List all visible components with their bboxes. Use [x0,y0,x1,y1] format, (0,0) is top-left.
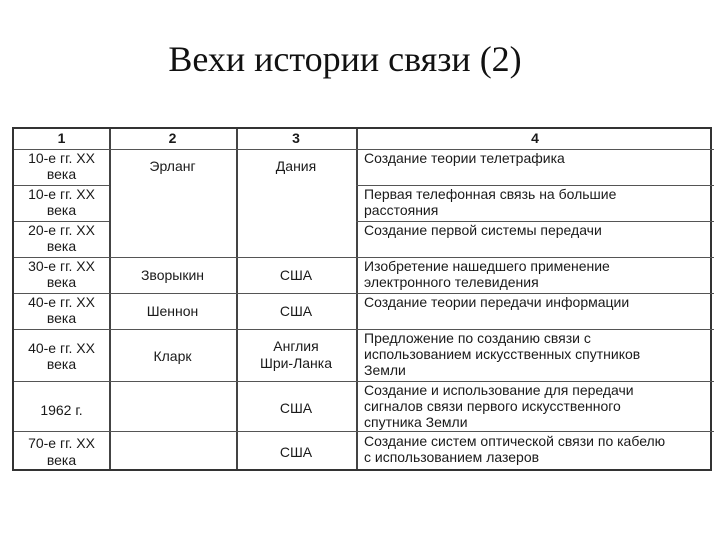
period-cell: века [46,310,77,326]
column-header: 1 [57,130,66,146]
event-cell: Изобретение нашедшего применение [364,258,610,274]
event-cell: сигналов связи первого искусственного [364,398,621,414]
event-cell: Создание теории передачи информации [364,294,630,310]
row-divider [109,149,356,150]
event-cell: Создание систем оптической связи по кабелю [364,433,666,449]
row-divider [14,431,109,432]
event-cell: электронного телевидения [364,274,539,290]
person-cell: Шеннон [146,303,199,319]
period-cell: 30-е гг. XX [28,258,95,274]
column-divider [356,129,358,469]
row-divider [109,257,356,258]
event-cell: использованием искусственных спутников [364,346,641,362]
row-divider [109,293,356,294]
period-cell: века [46,452,77,468]
country-cell: США [279,303,313,319]
column-header: 4 [531,130,539,146]
row-divider [14,329,109,330]
row-divider [356,431,714,432]
period-cell: века [46,238,77,254]
row-divider [109,329,356,330]
country-cell: США [279,444,313,460]
event-cell: Создание первой системы передачи [364,222,602,238]
row-divider [109,381,356,382]
event-cell: спутника Земли [364,414,468,430]
period-cell: 40-е гг. XX [28,294,95,310]
event-cell: Предложение по созданию связи с [364,330,591,346]
country-cell: Дания [275,158,317,174]
person-cell: Кларк [153,348,192,364]
period-cell: 1962 г. [40,402,83,418]
period-cell: 40-е гг. XX [28,340,95,356]
person-cell: Эрланг [149,158,196,174]
country-cell: США [279,400,313,416]
event-cell: расстояния [364,202,439,218]
period-cell: века [46,274,77,290]
event-cell: Создание и использование для передачи [364,382,634,398]
period-cell: 10-е гг. XX [28,150,95,166]
column-divider [109,129,111,469]
country-cell: Шри-Ланка [259,355,333,371]
country-cell: Англия [273,338,319,354]
period-cell: века [46,166,77,182]
period-cell: 20-е гг. XX [28,222,95,238]
event-cell: Создание теории телетрафика [364,150,565,166]
row-divider [109,431,356,432]
person-cell: Зворыкин [140,267,205,283]
event-cell: Первая телефонная связь на большие [364,186,617,202]
slide-title: Вехи истории связи (2) [168,39,522,79]
column-header: 2 [168,130,177,146]
period-cell: 70-е гг. XX [28,435,95,451]
event-cell: с использованием лазеров [364,449,540,465]
milestones-table [12,127,712,471]
period-cell: века [46,356,77,372]
period-cell: 10-е гг. XX [28,186,95,202]
period-cell: века [46,202,77,218]
row-divider [14,381,109,382]
column-divider [236,129,238,469]
event-cell: Земли [364,362,406,378]
column-header: 3 [292,130,300,146]
country-cell: США [279,267,313,283]
